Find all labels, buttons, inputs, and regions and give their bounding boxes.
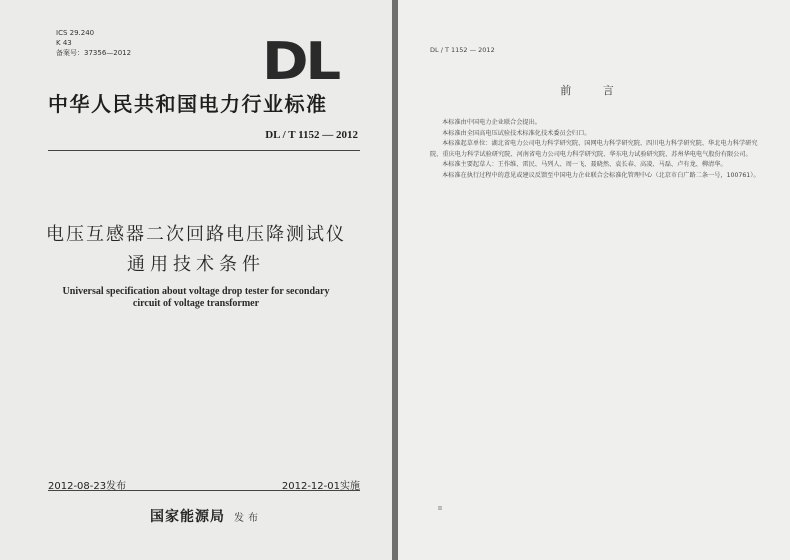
foreword-page <box>398 0 790 560</box>
document-title-line1: 电压互感器二次回路电压降测试仪 <box>46 224 346 245</box>
foreword-body <box>430 118 760 182</box>
english-title-line1: Universal specification about voltage drop tester for secondary <box>62 286 330 297</box>
bottom-divider <box>48 490 360 491</box>
record-number: 备案号：37356—2012 <box>56 49 132 57</box>
standard-title: 中华人民共和国电力行业标准 <box>48 92 328 116</box>
classification-block <box>56 28 131 58</box>
english-title-line2: circuit of voltage transformer <box>132 298 260 309</box>
top-divider <box>48 150 360 151</box>
foreword-paragraph: 本标准由中国电力企业联合会提出。 <box>442 119 541 126</box>
dl-logo: DL <box>262 32 338 92</box>
foreword-paragraph: 本标准由全国高电压试验技术标准化技术委员会归口。 <box>442 129 591 137</box>
foreword-paragraph: 本标准主要起草人：王作维、雷民、马列人、周一飞、聂晓然、袁长春、高凌、马磊、卢有龙、柳清华。 <box>442 161 727 169</box>
foreword-paragraph: 本标准在执行过程中的意见或建议反馈至中国电力企业联合会标准化管理中心（北京市白广路二条一号，100761）。 <box>442 171 760 179</box>
publish-date: 2012-08-23发布 <box>48 481 127 492</box>
cover-page <box>0 0 392 560</box>
ics-code: ICS 29.240 <box>56 29 95 37</box>
page-number: II <box>438 506 442 512</box>
document-title-line2: 通用技术条件 <box>127 254 265 275</box>
foreword-paragraph: 本标准起草单位：湖北省电力公司电力科学研究院、国网电力科学研究院、四川电力科学研究院、华北电力科学研究院、重庆电力科学试验研究院、河南省电力公司电力科学研究院、华东电力试验研究院、苏州华电电气股份有限公司。 <box>430 140 758 158</box>
foreword-title: 前 言 <box>560 84 628 97</box>
header-standard-number: DL / T 1152 — 2012 <box>430 46 495 54</box>
issue-label: 发布 <box>234 513 262 524</box>
issuer-name: 国家能源局 <box>150 509 225 525</box>
implement-date: 2012-12-01实施 <box>281 481 360 492</box>
category-code: K 43 <box>56 39 72 47</box>
standard-number: DL / T 1152 — 2012 <box>265 129 358 141</box>
